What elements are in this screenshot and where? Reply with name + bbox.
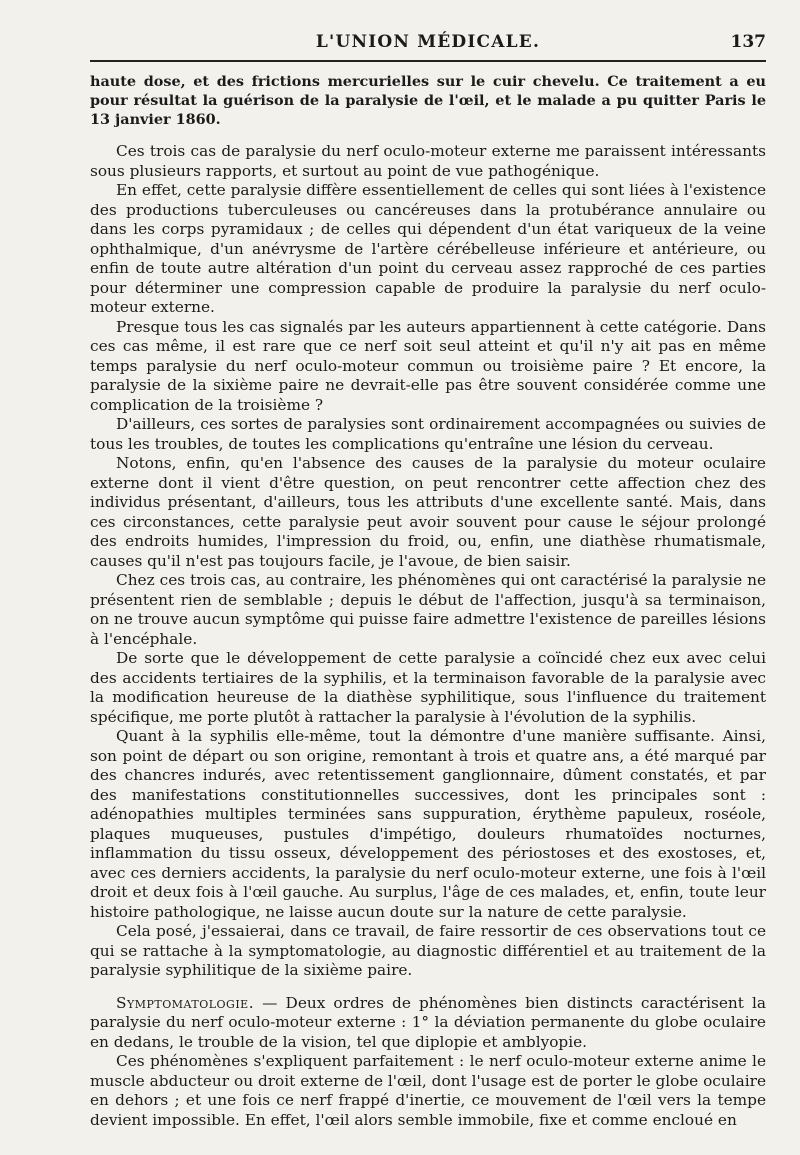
page-number: 137 [730,32,766,52]
paragraph: Notons, enfin, qu'en l'absence des causes de la paralysie du moteur oculaire externe dont il vient d'être question, on peut rencontrer cette affection chez des individus présentant, d'ailleurs, tous les attributs d'une excellente santé. Mais, dans ces circonstances, cette paralysie peut avoir souvent pour cause le séjour prolongé des endroits humides, l'impression du froid, ou, enfin, une diathèse rhumatismale, causes qu'il n'est pas toujours facile, je l'avoue, de bien saisir. [90,454,766,570]
paragraph: Cela posé, j'essaierai, dans ce travail, de faire ressortir de ces observations tout ce qui se rattache à la symptomatologie, au diagnostic différentiel et au traitement de la paralysie syphilitique de la sixième paire. [90,922,766,979]
paragraph: Chez ces trois cas, au contraire, les phénomènes qui ont caractérisé la paralysie ne présentent rien de semblable ; depuis le début de l'affection, jusqu'à sa terminaison, on ne trouve aucun symptôme qui puisse faire admettre l'existence de pareilles lésions à l'encéphale. [90,571,766,648]
paragraph: Ces phénomènes s'expliquent parfaitement : le nerf oculo-moteur externe anime le muscle abducteur ou droit externe de l'œil, dont l'usage est de porter le globe oculaire en dehors ; et une fois ce nerf frappé d'inertie, ce mouvement de l'œil vers la tempe devient impossible. En effet, l'œil alors semble immobile, fixe et comme encloué en [90,1052,766,1129]
running-title: L'UNION MÉDICALE. [315,32,541,52]
header-rule [90,60,766,62]
section-intro-paragraph [90,994,766,1053]
body-text [90,72,766,1130]
paragraph: En effet, cette paralysie diffère essentiellement de celles qui sont liées à l'existence des productions tuberculeuses ou cancéreuses dans la protubérance annulaire ou dans les corps pyramidaux ; de celles qui dépendent d'un état variqueux de la veine ophthalmique, d'un anévrysme de l'artère cérébelleuse inférieure et antérieure, ou enfin de toute autre altération d'un point du cerveau assez rapproché de ces parties pour déterminer une compression capable de produire la paralysie du nerf oculo-moteur externe. [90,181,766,316]
paragraph: Presque tous les cas signalés par les auteurs appartiennent à cette catégorie. Dans ces cas même, il est rare que ce nerf soit seul atteint et qu'il n'y ait pas en même temps paralysie du nerf oculo-moteur commun ou troisième paire ? Et encore, la paralysie de la sixième paire ne devrait-elle pas être souvent considérée comme une complication de la troisième ? [90,317,766,414]
paragraph: De sorte que le développement de cette paralysie a coïncidé chez eux avec celui des accidents tertiaires de la syphilis, et la terminaison favorable de la paralysie avec la modification heureuse de la diathèse syphilitique, sous l'influence du traitement spécifique, me porte plutôt à rattacher la paralysie à l'évolution de la syphilis. [90,649,766,726]
paragraph: Ces trois cas de paralysie du nerf oculo-moteur externe me paraissent intéressants sous plusieurs rapports, et surtout au point de vue pathogénique. [90,142,766,180]
paragraph: Quant à la syphilis elle-même, tout la démontre d'une manière suffisante. Ainsi, son point de départ ou son origine, remontant à trois et quatre ans, a été marqué par des chancres indurés, avec retentissement ganglionnaire, dûment constatés, et par des manifestations constitutionnelles successives, dont les principales sont : adénopathies multiples terminées sans suppuration, érythème papuleux, roséole, plaques muqueuses, pustules d'impétigo, douleurs rhumatoïdes nocturnes, inflammation du tissu osseux, développement des périostoses et des exostoses, et, avec ces derniers accidents, la paralysie du nerf oculo-moteur externe, une fois à l'œil droit et deux fois à l'œil gauche. Au surplus, l'âge de ces malades, et, enfin, toute leur histoire pathologique, ne laisse aucun doute sur la nature de cette paralysie. [90,727,766,921]
running-head [90,28,766,56]
section-intro-text: — Deux ordres de phénomènes bien distincts caractérisent la paralysie du nerf oculo-moteur externe : 1° la déviation permanente du globe oculaire en dedans, le trouble de la vision, tel que diplopie et amblyopie. [90,993,766,1051]
section-heading: Symptomatologie. [116,993,255,1012]
paragraph: D'ailleurs, ces sortes de paralysies sont ordinairement accompagnées ou suivies de tous les troubles, de toutes les complications qu'entraîne une lésion du cerveau. [90,415,766,453]
paragraph-continuation: haute dose, et des frictions mercurielles sur le cuir chevelu. Ce traitement a eu pour résultat la guérison de la paralysie de l'œil, et le malade a pu quitter Paris le 13 janvier 1860. [90,73,766,128]
